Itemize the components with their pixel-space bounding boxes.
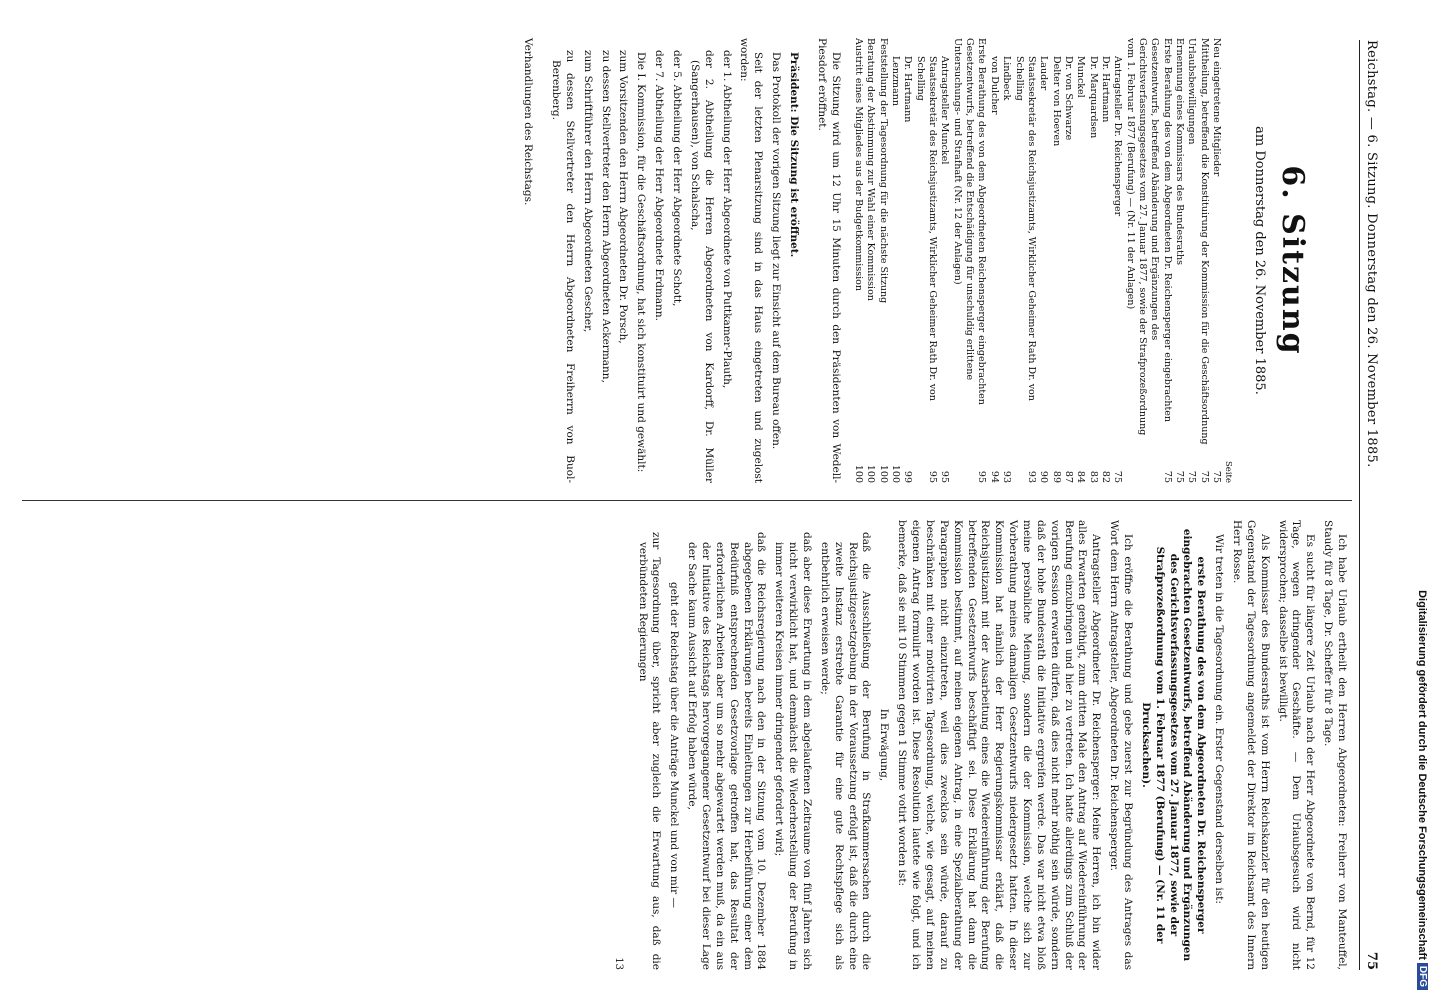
toc-row <box>1012 38 1037 483</box>
column-divider <box>22 500 1352 501</box>
toc-page: 87 <box>1062 470 1074 483</box>
toc-title: Antragsteller Munckel <box>939 56 951 165</box>
toc-title: Mittheilung, betreffend die Konstituirung der Kommission für die Geschäftsordnung <box>1198 38 1210 445</box>
toc-row <box>1111 38 1123 483</box>
abt-2: der 2. Abtheilung die Herren Abgeordneten von Kardorff, Dr. Müller (Sangerhausen), von Schalscha, <box>688 50 715 483</box>
resolution-3: daß die Reichsregierung nach den in der Sitzung vom 10. Dezember 1884 abgegebenen Erklärungen bereits Einleitungen zur Herbeiführung einer dem Bedürfniß entsprechenden Gesetzvorlage getroffen hat, das Resultat der erforderlichen Arbeiten aber um so mehr abgewartet werden muß, da ein aus der Initiative des Reichstags hervorgegangener Gesetzentwurf bei dieser Lage der Sache kaum Aussicht auf Erfolg haben würde, <box>686 532 768 970</box>
toc-page: 75 <box>1174 470 1185 483</box>
table-of-contents <box>852 38 1222 483</box>
toc-page: 93 <box>1025 470 1037 483</box>
toc-title: Dr. Hartmann <box>1099 56 1111 123</box>
toc-title: Feststellung der Tagesordnung für die nächste Sitzung <box>877 38 889 304</box>
session-title: 6. Sitzung <box>1275 165 1310 356</box>
toc-title: Munckel <box>1075 56 1087 98</box>
toc-title: Staatssekretär des Reichsjustizamts, Wirklicher Geheimer Rath Dr. von Schelling <box>1013 56 1037 401</box>
toc-row <box>1062 38 1074 483</box>
agenda-item: erste Berathung des von dem Abgeordneten Dr. Reichensperger eingebrachten Gesetzentwurfs, betreffend Abänderung und Ergänzungen des Gerichtsverfassungsgesetzes vom 27. Januar 1877, sowie der Strafprozeßordnung vom 1. Februar 1877 (Berufung) — (Nr. 11 der Drucksachen). <box>1139 528 1208 962</box>
opening-paragraph: Die Sitzung wird um 12 Uhr 15 Minuten durch den Präsidenten von Wedell-Piesdorf eröffnet. <box>815 38 842 483</box>
toc-page: 84 <box>1075 470 1087 483</box>
abt-1: der 1. Abtheilung der Herr Abgeordnete von Puttkamer-Plauth, <box>720 50 733 389</box>
toc-title: Erste Berathung des von dem Abgeordneten Dr. Reichensperger eingebrachten Gesetzentwurfs, betreffend Abänderung und Ergänzungen des Gerichtsverfassungsgesetzes vom 27. Januar 1877, sowie der Strafprozeßordnung vom 1. Februar 1877 (Berufung) — (Nr. 11 der Anlagen) <box>1124 38 1173 436</box>
toc-row <box>1037 38 1049 483</box>
toc-title: Erste Berathung des von dem Abgeordneten Reichensperger eingebrachten Gesetzentwurfs, betreffend die Entschädigung für unschuldig erlittene Untersuchungs- und Strafhaft (Nr. 12 der Anlagen) <box>951 38 988 405</box>
toc-row <box>1049 38 1061 483</box>
toc-row <box>1074 38 1086 483</box>
toc-row <box>938 38 950 483</box>
page-header <box>1359 40 1382 970</box>
toc-page: 82 <box>1099 470 1111 483</box>
left-column <box>516 38 1348 483</box>
session-date: am Donnerstag den 26. November 1885. <box>1252 126 1268 395</box>
toc-row <box>901 38 913 483</box>
opening-debate: Ich eröffne die Berathung und gebe zuerst zur Begründung des Antrages das Wort dem Herrn Antragsteller, Abgeordneten Dr. Reichensperger. <box>1108 520 1134 970</box>
resolution-4: geht der Reichstag über die Anträge Munckel und von mir — <box>668 582 681 908</box>
toc-title: Delter von Hoeven <box>1050 56 1062 147</box>
footer-note: Verhandlungen des Reichstags. <box>522 38 535 206</box>
credit-text <box>1413 0 1432 1000</box>
toc-page: 99 <box>902 470 914 483</box>
leave-granted: Ich habe Urlaub ertheilt den Herren Abgeordneten: Freiherr von Manteuffel, Staudy für 8 Tage, Dr. Scheffer für 8 Tage. <box>1322 520 1348 970</box>
abt-7: der 7. Abtheilung der Herr Abgeordnete Erdmann. <box>653 50 666 322</box>
toc-page: 100 <box>865 464 877 483</box>
resolution-intro: In Erwägung, <box>878 708 891 782</box>
resolution-1: daß die Ausschließung der Berufung in Strafkammersachen durch die Reichsjustizgesetzgebung in der Voraussetzung erfolgt ist, daß die durch eine zweite Instanz erstrebte Garantie für eine gute Rechtspflege sich als entbehrlich erweisen werde; <box>818 532 873 970</box>
toc-page: 75 <box>1198 470 1210 483</box>
footnote-number: 13 <box>612 957 624 970</box>
toc-title: Neu eingetretene Mitglieder <box>1211 38 1223 177</box>
toc-page: 75 <box>1112 470 1124 483</box>
toc-row <box>864 38 876 483</box>
toc-row <box>1173 38 1185 483</box>
leave-request: Es sucht für längere Zeit Urlaub nach der Herr Abgeordnete von Bernd, für 12 Tage, wegen dringender Geschäfte. — Dem Urlaubsgesuch wird nicht widersprochen; dasselbe ist bewilligt. <box>1276 520 1317 970</box>
toc-row <box>876 38 888 483</box>
toc-page: 75 <box>1186 470 1198 483</box>
toc-title: Dr. Hartmann <box>902 56 914 123</box>
toc-row <box>1086 38 1098 483</box>
toc-page: 94 <box>988 470 1000 483</box>
president-opening: Präsident: Die Sitzung ist eröffnet. <box>788 52 800 258</box>
toc-row <box>1123 38 1172 483</box>
abt-5: der 5. Abtheilung der Herr Abgeordnete Schott, <box>670 50 683 307</box>
toc-title: Ernennung eines Kommissars des Bundesraths <box>1174 38 1185 265</box>
secretary: zum Schriftführer den Herrn Abgeordneten Gescher, <box>581 50 594 333</box>
resolution-2: daß aber diese Erwartung in dem abgelaufenen Zeitraume von fünf Jahren sich nicht verwirklicht hat, und demnächst die Wiederherstellung der Berufung in immer weiteren Kreisen immer dringender gefordert wird; <box>773 532 814 970</box>
running-head: Reichstag. — 6. Sitzung. Donnerstag den 26. November 1885. <box>1364 40 1379 468</box>
speech-reichensperger: Antragsteller Abgeordneter Dr. Reichensperger: Meine Herren, ich bin wider alles Erwarten genöthigt, zum dritten Male den Antrag auf Wiedereinführung der Berufung einzubringen und hier zu vertreten. Ich hatte allerdings zum Schluß der vorigen Session erwarten dürfen, daß dies nicht mehr nöthig sein würde, sondern daß der hohe Bundesrath die Initiative ergreifen werde. Das war nicht etwa bloß meine persönliche Meinung, sondern die der Kommission, welche sich zur Vorberathung meines damaligen Gesetzentwurfs niedergesetzt hatten. In dieser Kommission hat nämlich der Herr Regierungskommissar erklärt, daß die Reichsjustizamt mit der Ausarbeitung eines die Wiedereinführung der Berufung betreffenden Gesetzentwurfs beschäftigt sei. Diese Erklärung hat dann die Kommission bestimmt, auf meinen eigenen Antrag, in eine Spezialberathung der Paragraphen nicht einzutreten, weil dies zwecklos sein würde, darauf zu beschränken mit einer motivirten Tagesordnung, welche, wie gesagt, auf meinen eigenen Antrag formulirt worden ist. Diese Resolution lautete wie folgt, und ich bemerke, daß sie mit 10 Stimmen gegen 1 Stimme votirt worden ist: <box>896 520 1103 970</box>
toc-row <box>988 38 1000 483</box>
commissioner-note: Als Kommissar des Bundesraths ist vom Herrn Reichskanzler für den heutigen Gegenstand der Tagesordnung angemeldet der Direktor im Reichsamt des Innern Herr Rosse. <box>1230 520 1271 970</box>
chair: zum Vorsitzenden den Herrn Abgeordneten Dr. Porsch, <box>617 50 630 344</box>
toc-page: 100 <box>877 464 889 483</box>
toc-page: 100 <box>853 464 865 483</box>
toc-page: 95 <box>976 470 988 483</box>
toc-title: Urlaubsbewilligungen <box>1186 38 1198 145</box>
toc-title: Lauder <box>1038 56 1050 91</box>
dfg-logo: DFG <box>1417 963 1428 990</box>
toc-page: 90 <box>1038 470 1050 483</box>
vice-secretary: zu dessen Stellvertreter den Herrn Abgeordneten Freiherrn von Buol-Berenberg. <box>549 50 576 483</box>
agenda-intro: Wir treten in die Tagesordnung ein. Erster Gegenstand derselben ist: <box>1213 534 1226 904</box>
toc-page: 100 <box>890 464 902 483</box>
toc-row <box>950 38 987 483</box>
protocol-note: Das Protokoll der vorigen Sitzung liegt zur Einsicht auf dem Bureau offen. <box>770 52 783 450</box>
vice-chair: zu dessen Stellvertreter den Herrn Abgeordneten Ackermann, <box>599 50 612 383</box>
toc-page: 95 <box>939 470 951 483</box>
page-number: 75 <box>1364 951 1379 970</box>
toc-row <box>1099 38 1111 483</box>
toc-title: Beratung der Abstimmung zur Wahl einer Kommission <box>865 38 877 301</box>
toc-row <box>913 38 938 483</box>
toc-title: Lindbeck <box>1001 56 1013 101</box>
new-members-intro: Seit der letzten Plenarsitzung sind in das Haus eingetreten und zugelost worden: <box>738 38 765 483</box>
toc-page: 75 <box>1211 470 1223 483</box>
commission-constituted: Die I. Kommission, für die Geschäftsordnung, hat sich konstituirt und gewählt: <box>635 52 648 473</box>
credit-label: Digitalisierung gefördert durch die Deutsche Forschungsgemeinschaft <box>1416 590 1429 960</box>
toc-page: 95 <box>927 470 939 483</box>
toc-page: 83 <box>1087 470 1099 483</box>
right-column <box>612 520 1348 970</box>
toc-row <box>1185 38 1197 483</box>
toc-title: Lenzmann <box>890 56 902 106</box>
toc-row <box>1000 38 1012 483</box>
credit-strip <box>1413 0 1432 1000</box>
toc-row <box>1210 38 1222 483</box>
toc-row <box>889 38 901 483</box>
toc-page: 89 <box>1050 470 1062 483</box>
toc-title: von Dulcher <box>988 56 1000 115</box>
toc-row <box>1197 38 1209 483</box>
toc-title: Dr. von Schwarze <box>1062 56 1074 141</box>
toc-page: 75 <box>1161 470 1173 483</box>
toc-title: Antragsteller Dr. Reichensperger <box>1112 56 1124 217</box>
toc-row <box>852 38 864 483</box>
toc-seite-label: Seite <box>1223 460 1234 483</box>
toc-title: Austritt eines Mitgliedes aus der Budgetkommission <box>853 38 865 291</box>
toc-page: 93 <box>1001 470 1013 483</box>
toc-title: Staatssekretär des Reichsjustizamts, Wirklicher Geheimer Rath Dr. von Schelling <box>914 56 939 401</box>
resolution-5: zur Tagesordnung über, spricht aber zugleich die Erwartung aus, daß die verbündeten Regierungen <box>636 532 663 970</box>
toc-title: Dr. Marquardsen <box>1087 56 1099 139</box>
